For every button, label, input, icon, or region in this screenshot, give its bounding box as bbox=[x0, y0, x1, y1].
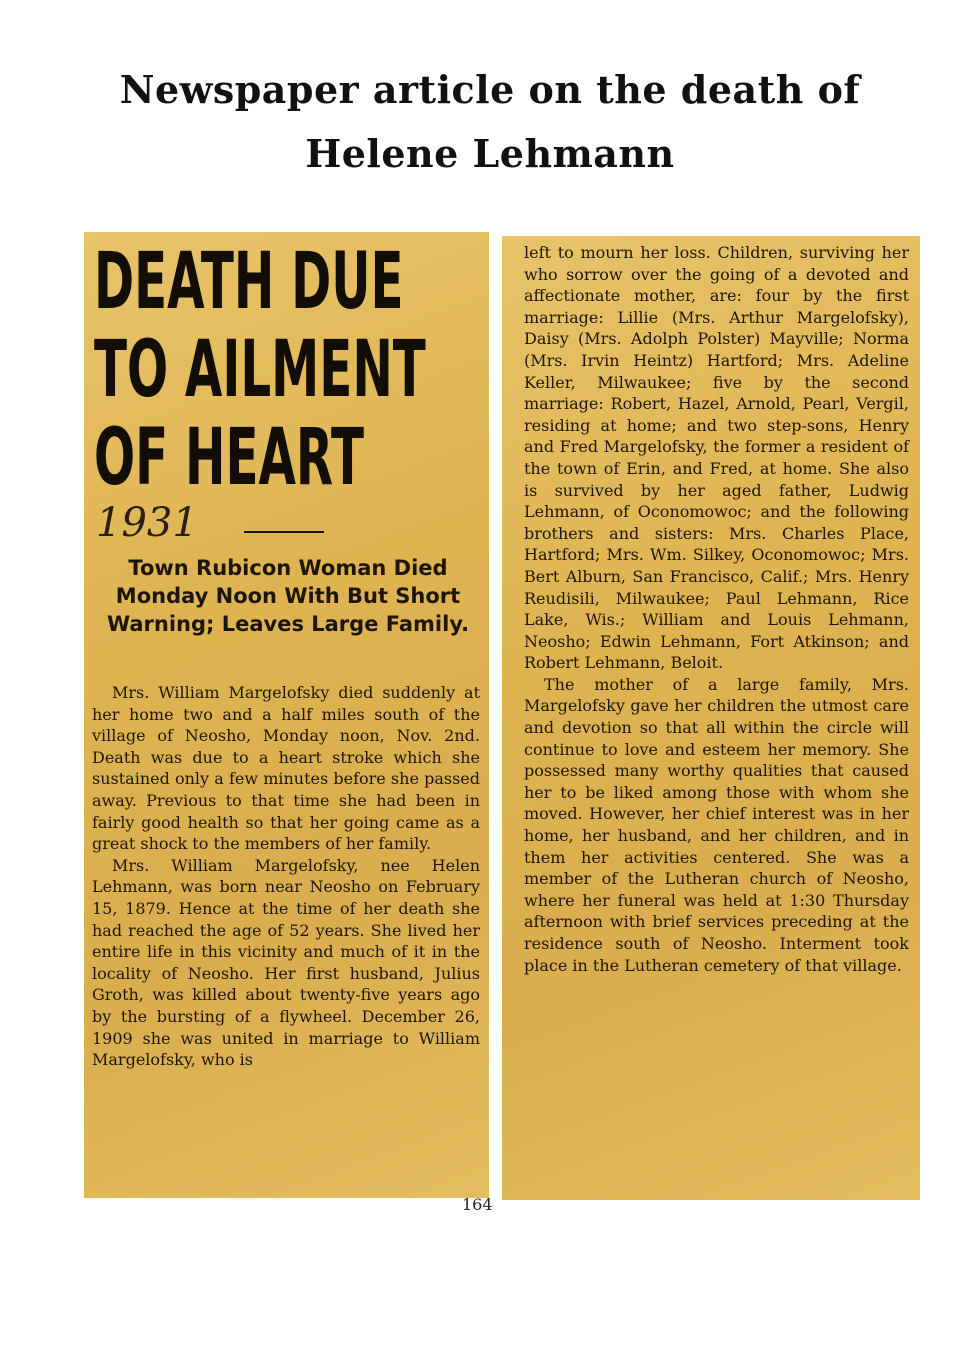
handwritten-year: 1931 bbox=[96, 500, 198, 546]
paragraph: The mother of a large family, Mrs. Margelofsky gave her children the utmost care and devotion so that all within the circle will continue to love and esteem her memory. She possessed many worthy qualities that caused her to be liked among those with whom she moved. However, her chief interest was in her home, her husband, and her children, and in them her activities centered. She was a member of the Lutheran church of Neosho, where her funeral was held at 1:30 Thursday afternoon with brief services preceding at the residence south of Neosho. Interment took place in the Lutheran cemetery of that village. bbox=[524, 674, 909, 975]
paragraph: Mrs. William Margelofsky, nee Helen Lehmann, was born near Neosho on February 15, 1879. Hence at the time of her death she had reached the age of 52 years. She lived her entire life in this vicinity and much of it in the locality of Neosho. Her first husband, Julius Groth, was killed about twenty-five years ago by the bursting of a flywheel. December 26, 1909 she was united in marriage to William Margelofsky, who is bbox=[92, 855, 480, 1070]
clipping-left-column bbox=[84, 232, 489, 1198]
subheadline: Town Rubicon Woman Died Monday Noon With But Short Warning; Leaves Large Family. bbox=[106, 556, 470, 636]
clipping-right-column bbox=[502, 236, 920, 1200]
headline bbox=[94, 237, 426, 503]
page-title-line-1: Newspaper article on the death of bbox=[119, 67, 861, 112]
headline-line-2: TO AILMENT bbox=[94, 325, 426, 415]
article-column-2 bbox=[524, 242, 909, 976]
page-title-line-2: Helene Lehmann bbox=[305, 131, 675, 176]
page-number: 164 bbox=[462, 1195, 493, 1214]
divider-rule bbox=[244, 531, 324, 533]
paragraph: Mrs. William Margelofsky died suddenly at her home two and a half miles south of the village of Neosho, Monday noon, Nov. 2nd. Death was due to a heart stroke which she sustained only a few minutes before she passed away. Previous to that time she had been in fairly good health so that her going came as a great shock to the members of her family. bbox=[92, 683, 480, 854]
headline-line-1: DEATH DUE bbox=[94, 237, 404, 327]
article-column-1 bbox=[92, 682, 480, 1071]
headline-line-3: OF HEART bbox=[94, 413, 364, 503]
page-title bbox=[0, 58, 980, 186]
paragraph: left to mourn her loss. Children, surviving her who sorrow over the going of a devoted and affectionate mother, are: four by the first marriage: Lillie (Mrs. Arthur Margelofsky), Daisy (Mrs. Adolph Polster) Mayville; Norma (Mrs. Irvin Heintz) Hartford; Mrs. Adeline Keller, Milwaukee; five by the second marriage: Robert, Hazel, Arnold, Pearl, Vergil, residing at home; and two step-sons, Henry and Fred Margelofsky, the former a resident of the town of Erin, and Fred, at home. She also is survived by her aged father, Ludwig Lehmann, of Oconomowoc; and the following brothers and sisters: Mrs. Charles Place, Hartford; Mrs. Wm. Silkey, Oconomowoc; Mrs. Bert Alburn, San Francisco, Calif.; Mrs. Henry Reudisili, Milwaukee; Paul Lehmann, Rice Lake, Wis.; William and Louis Lehmann, Neosho; Edwin Lehmann, Fort Atkinson; and Robert Lehmann, Beloit. bbox=[524, 243, 909, 673]
